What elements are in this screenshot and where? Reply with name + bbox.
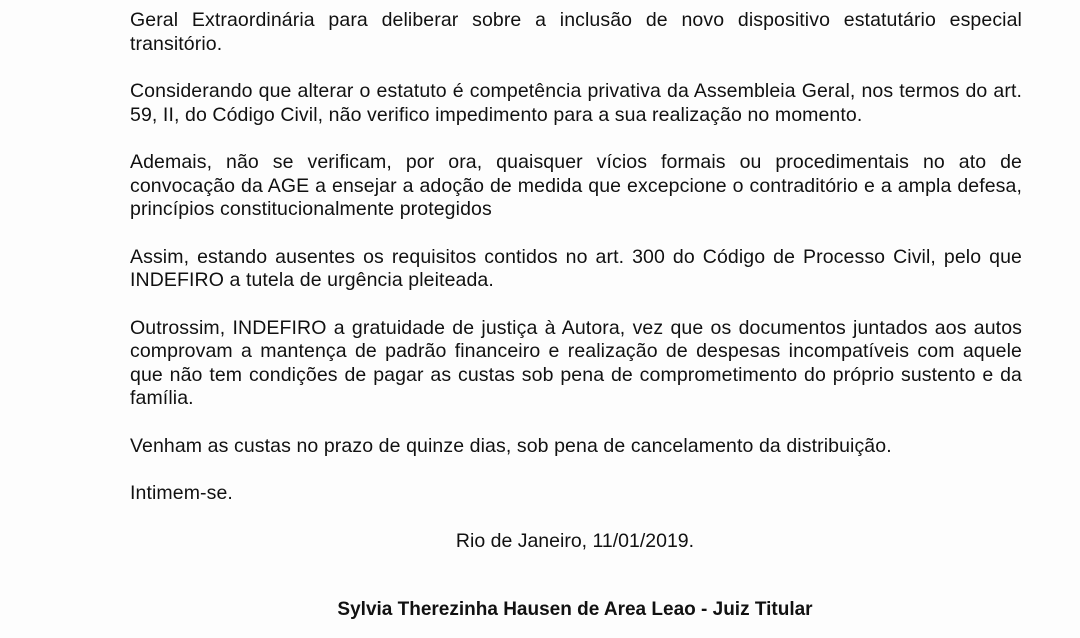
- paragraph-statute-competence: Considerando que alterar o estatuto é competência privativa da Assembleia Geral, nos termos do art. 59, II, do Código Civil, não verifico impedimento para a sua realização no momento.: [130, 80, 1022, 126]
- paragraph-no-formal-defects: Ademais, não se verificam, por ora, quaisquer vícios formais ou procedimentais no ato de convocação da AGE a ensejar a adoção de medida que excepcione o contraditório e a ampla defesa, princípios constitucionalmente protegidos: [130, 151, 1022, 220]
- judge-signature: Sylvia Therezinha Hausen de Area Leao - Juiz Titular: [337, 599, 813, 620]
- paragraph-court-costs: Venham as custas no prazo de quinze dias, sob pena de cancelamento da distribuição.: [130, 434, 892, 457]
- paragraph-age-deliberation: Geral Extraordinária para deliberar sobre a inclusão de novo dispositivo estatutário especial transitório.: [130, 9, 1022, 55]
- date-line: Rio de Janeiro, 11/01/2019.: [455, 530, 695, 552]
- document-body: [130, 9, 1022, 530]
- paragraph-urgency-denied: Assim, estando ausentes os requisitos contidos no art. 300 do Código de Processo Civil, pelo que INDEFIRO a tutela de urgência pleiteada.: [130, 245, 1022, 291]
- paragraph-summons: Intimem-se.: [130, 482, 233, 504]
- paragraph-free-justice-denied: Outrossim, INDEFIRO a gratuidade de justiça à Autora, vez que os documentos juntados aos autos comprovam a mantença de padrão financeiro e realização de despesas incompatíveis com aquele que não tem condições de pagar as custas sob pena de comprometimento do próprio sustento e da família.: [130, 316, 1022, 409]
